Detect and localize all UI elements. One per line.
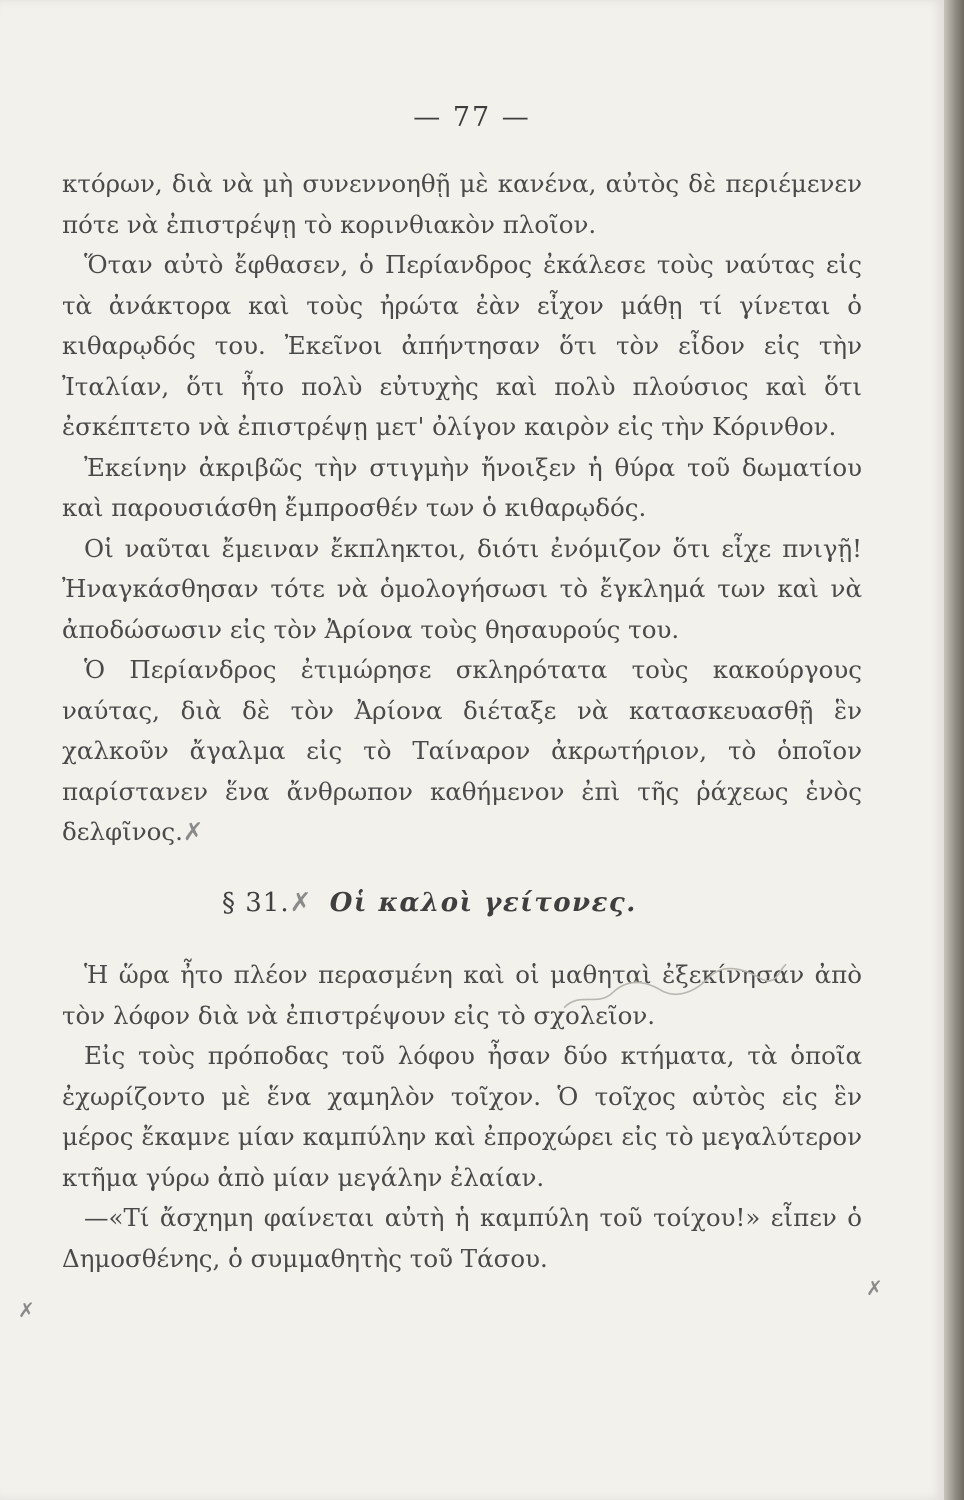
margin-pencil-mark: ✗ xyxy=(866,1276,883,1300)
margin-pencil-mark: ✗ xyxy=(18,1298,35,1322)
section-heading xyxy=(62,883,862,924)
paragraph: Ὅταν αὐτὸ ἔφθασεν, ὁ Περίανδρος ἐκάλεσε τοὺς ναύτας εἰς τὰ ἀνάκτορα καὶ τοὺς ἠρώτα ἐὰν εἶχον μάθῃ τί γίνεται ὁ κιθαρῳδός του. Ἐκεῖνοι ἀπήντησαν ὅτι τὸν εἶδον εἰς τὴν Ἰταλίαν, ὅτι ἦτο πολὺ εὐτυχὴς καὶ πολὺ πλούσιος καὶ ὅτι ἐσκέπτετο νὰ ἐπιστρέψῃ μετ' ὀλίγον καιρὸν εἰς τὴν Κόρινθον. xyxy=(62,250,862,441)
page-text xyxy=(62,164,862,1279)
paragraph-with-mark xyxy=(62,650,862,853)
paragraph-text: Ὁ Περίανδρος ἐτιμώρησε σκληρότατα τοὺς κακούργους ναύτας, διὰ δὲ τὸν Ἀρίονα διέταξε νὰ κατασκευασθῇ ἓν χαλκοῦν ἄγαλμα εἰς τὸ Ταίναρον ἀκρωτήριον, τὸ ὁποῖον παρίστανεν ἕνα ἄνθρωπον καθήμενον ἐπὶ τῆς ῥάχεως ἑνὸς δελφῖνος. xyxy=(62,655,862,846)
section-title: Οἱ καλοὶ γείτονες. xyxy=(329,887,637,918)
section-number: § 31. xyxy=(222,887,290,918)
pencil-cross-mark: ✗ xyxy=(182,817,204,846)
paragraph: —«Τί ἄσχημη φαίνεται αὐτὴ ἡ καμπύλη τοῦ τοίχου!» εἶπεν ὁ Δημοσθένης, ὁ συμμαθητὴς τοῦ Τάσου. xyxy=(62,1203,862,1273)
page-number: — 77 — xyxy=(413,102,531,133)
paragraph: Οἱ ναῦται ἔμειναν ἔκπληκτοι, διότι ἐνόμιζον ὅτι εἶχε πνιγῇ! Ἠναγκάσθησαν τότε νὰ ὁμολογήσωσι τὸ ἔγκλημά των καὶ νὰ ἀποδώσωσιν εἰς τὸν Ἀρίονα τοὺς θησαυρούς του. xyxy=(62,533,862,644)
paragraph: κτόρων, διὰ νὰ μὴ συνεννοηθῇ μὲ κανένα, αὐτὸς δὲ περιέμενεν πότε νὰ ἐπιστρέψῃ τὸ κορινθιακὸν πλοῖον. xyxy=(62,169,862,239)
page-edge xyxy=(944,0,964,1500)
paragraph: Ἡ ὥρα ἦτο πλέον περασμένη καὶ οἱ μαθηταὶ ἐξεκίνησαν ἀπὸ τὸν λόφον διὰ νὰ ἐπιστρέψουν εἰς τὸ σχολεῖον. xyxy=(62,960,862,1030)
pencil-cross-mark: ✗ xyxy=(289,887,312,918)
paragraph: Εἰς τοὺς πρόποδας τοῦ λόφου ἦσαν δύο κτήματα, τὰ ὁποῖα ἐχωρίζοντο μὲ ἕνα χαμηλὸν τοῖχον. Ὁ τοῖχος αὐτὸς εἰς ἓν μέρος ἔκαμνε μίαν καμπύλην καὶ ἐπροχώρει εἰς τὸ μεγαλύτερον κτῆμα γύρω ἀπὸ μίαν μεγάλην ἐλαίαν. xyxy=(62,1041,862,1192)
paragraph: Ἐκείνην ἀκριβῶς τὴν στιγμὴν ἤνοιξεν ἡ θύρα τοῦ δωματίου καὶ παρουσιάσθη ἔμπροσθέν των ὁ κιθαρῳδός. xyxy=(62,452,862,522)
